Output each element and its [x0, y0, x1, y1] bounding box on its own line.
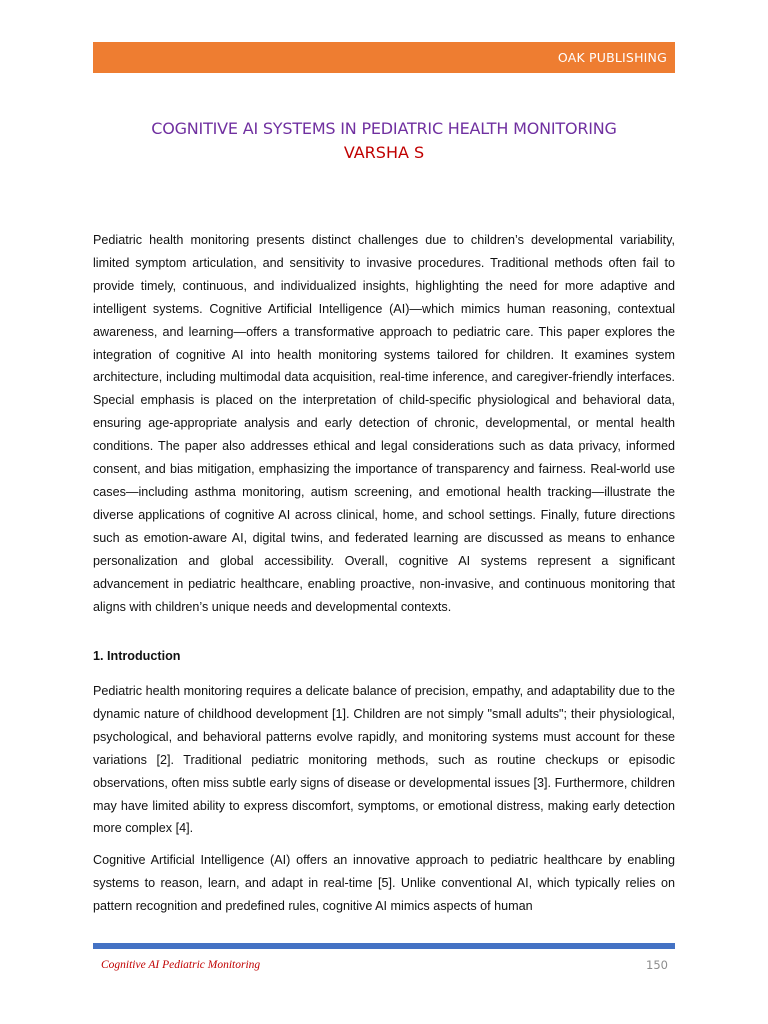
page-number: 150: [646, 958, 668, 972]
paper-title: COGNITIVE AI SYSTEMS IN PEDIATRIC HEALTH MONITORING: [151, 119, 617, 138]
footer-running-title: Cognitive AI Pediatric Monitoring: [101, 959, 261, 971]
paper-author: VARSHA S: [343, 143, 425, 162]
introduction-paragraph-1: Pediatric health monitoring requires a delicate balance of precision, empathy, and adaptability due to the dynamic nature of childhood development [1]. Children are not simply "small adults"; their physiological, psychological, and behavioral patterns evolve rapidly, and monitoring systems must account for these variations [2]. Traditional pediatric monitoring methods, such as routine checkups or episodic observations, often miss subtle early signs of disease or developmental issues [3]. Furthermore, children may have limited ability to express discomfort, symptoms, or emotional distress, making early detection more complex [4].: [93, 684, 675, 836]
header-bar: [93, 42, 675, 73]
introduction-paragraph-2: Cognitive Artificial Intelligence (AI) offers an innovative approach to pediatric healthcare by enabling systems to reason, learn, and adapt in real-time [5]. Unlike conventional AI, which typically relies on pattern recognition and predefined rules, cognitive AI mimics aspects of human: [93, 853, 675, 913]
abstract-paragraph: Pediatric health monitoring presents distinct challenges due to children’s developmental variability, limited symptom articulation, and sensitivity to invasive procedures. Traditional methods often fail to provide timely, continuous, and individualized insights, highlighting the need for more adaptive and intelligent systems. Cognitive Artificial Intelligence (AI)—which mimics human reasoning, contextual awareness, and learning—offers a transformative approach to pediatric care. This paper explores the integration of cognitive AI into health monitoring systems tailored for children. It examines system architecture, including multimodal data acquisition, real-time inference, and caregiver-friendly interfaces. Special emphasis is placed on the interpretation of child-specific physiological and behavioral data, ensuring age-appropriate analysis and early detection of chronic, developmental, or mental health conditions. The paper also addresses ethical and legal considerations such as data privacy, informed consent, and bias mitigation, emphasizing the importance of transparency and fairness. Real-world use cases—including asthma monitoring, autism screening, and emotional health tracking—illustrate the diverse applications of cognitive AI across clinical, home, and school settings. Finally, future directions such as emotion-aware AI, digital twins, and federated learning are discussed as means to enhance personalization and global accessibility. Overall, cognitive AI systems represent a significant advancement in pediatric healthcare, enabling proactive, non-invasive, and continuous monitoring that aligns with children’s unique needs and developmental contexts.: [93, 233, 675, 614]
footer-rule: [93, 943, 675, 949]
publisher-label: OAK PUBLISHING: [557, 50, 667, 65]
section-heading-introduction: 1. Introduction: [93, 649, 181, 663]
